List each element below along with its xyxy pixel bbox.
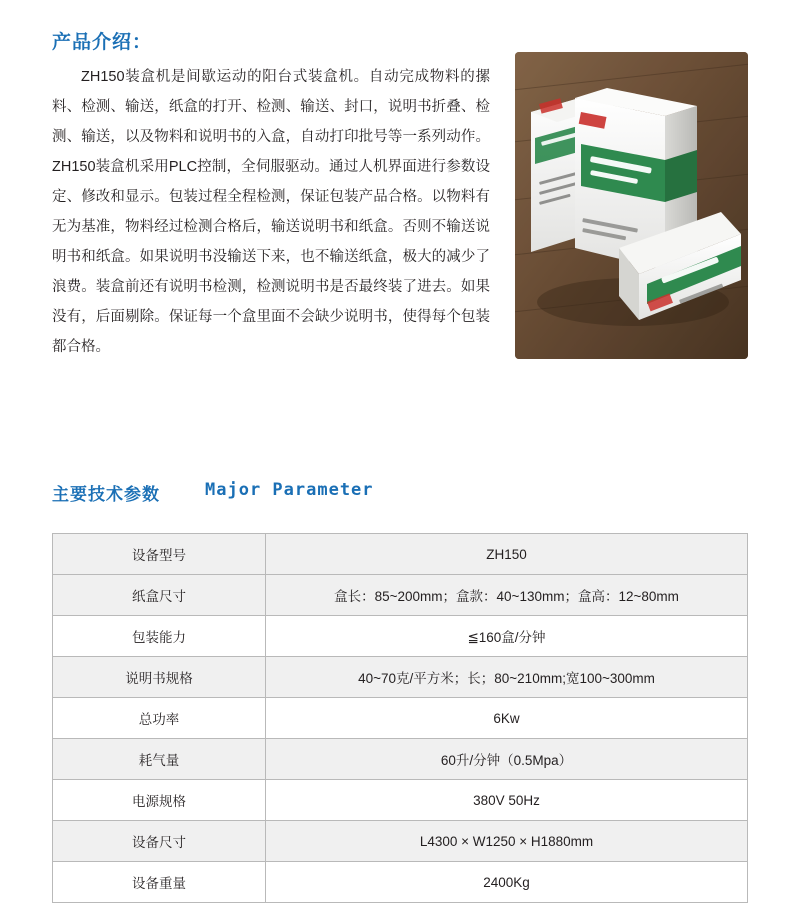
param-value: ≦160盒/分钟 <box>266 616 748 657</box>
table-row <box>53 575 748 616</box>
parameters-heading-cn: 主要技术参数 <box>52 485 160 504</box>
param-value: L4300 × W1250 × H1880mm <box>266 821 748 862</box>
param-value: 6Kw <box>266 698 748 739</box>
table-row <box>53 657 748 698</box>
param-value: 2400Kg <box>266 862 748 903</box>
parameters-table-body <box>53 534 748 903</box>
param-value: 380V 50Hz <box>266 780 748 821</box>
param-value: ZH150 <box>266 534 748 575</box>
param-label: 总功率 <box>53 698 266 739</box>
table-row <box>53 698 748 739</box>
product-intro-heading: 产品介绍： <box>52 32 153 53</box>
param-label: 设备重量 <box>53 862 266 903</box>
product-intro-paragraph: ZH150装盒机是间歇运动的阳台式装盒机。自动完成物料的摞料、检测、输送，纸盒的打开、检测、输送、封口，说明书折叠、检测、输送，以及物料和说明书的入盒，自动打印批号等一系列动作。ZH150装盒机采用PLC控制，全伺服驱动。通过人机界面进行参数设定、修改和显示。包装过程全程检测，保证包装产品合格。以物料有无为基准，物料经过检测合格后，输送说明书和纸盒。否则不输送说明书和纸盒。如果说明书没输送下来，也不输送纸盒，极大的减少了浪费。装盒前还有说明书检测，检测说明书是否最终装了进去。如果没有，后面剔除。保证每一个盒里面不会缺少说明书，使得每个包装都合格。 <box>52 69 490 355</box>
product-photo <box>515 52 748 359</box>
product-photo-illustration <box>515 52 748 359</box>
parameters-heading-en: Major Parameter <box>205 480 374 500</box>
table-row <box>53 739 748 780</box>
param-label: 耗气量 <box>53 739 266 780</box>
table-row <box>53 780 748 821</box>
param-label: 纸盒尺寸 <box>53 575 266 616</box>
parameters-table <box>52 533 748 903</box>
param-label: 设备型号 <box>53 534 266 575</box>
table-row <box>53 534 748 575</box>
param-label: 包装能力 <box>53 616 266 657</box>
param-value: 60升/分钟（0.5Mpa） <box>266 739 748 780</box>
table-row <box>53 616 748 657</box>
table-row <box>53 821 748 862</box>
table-row <box>53 862 748 903</box>
param-value: 40~70克/平方米；长；80~210mm;宽100~300mm <box>266 657 748 698</box>
param-label: 说明书规格 <box>53 657 266 698</box>
param-label: 设备尺寸 <box>53 821 266 862</box>
param-value: 盒长：85~200mm；盒款：40~130mm；盒高：12~80mm <box>266 575 748 616</box>
param-label: 电源规格 <box>53 780 266 821</box>
